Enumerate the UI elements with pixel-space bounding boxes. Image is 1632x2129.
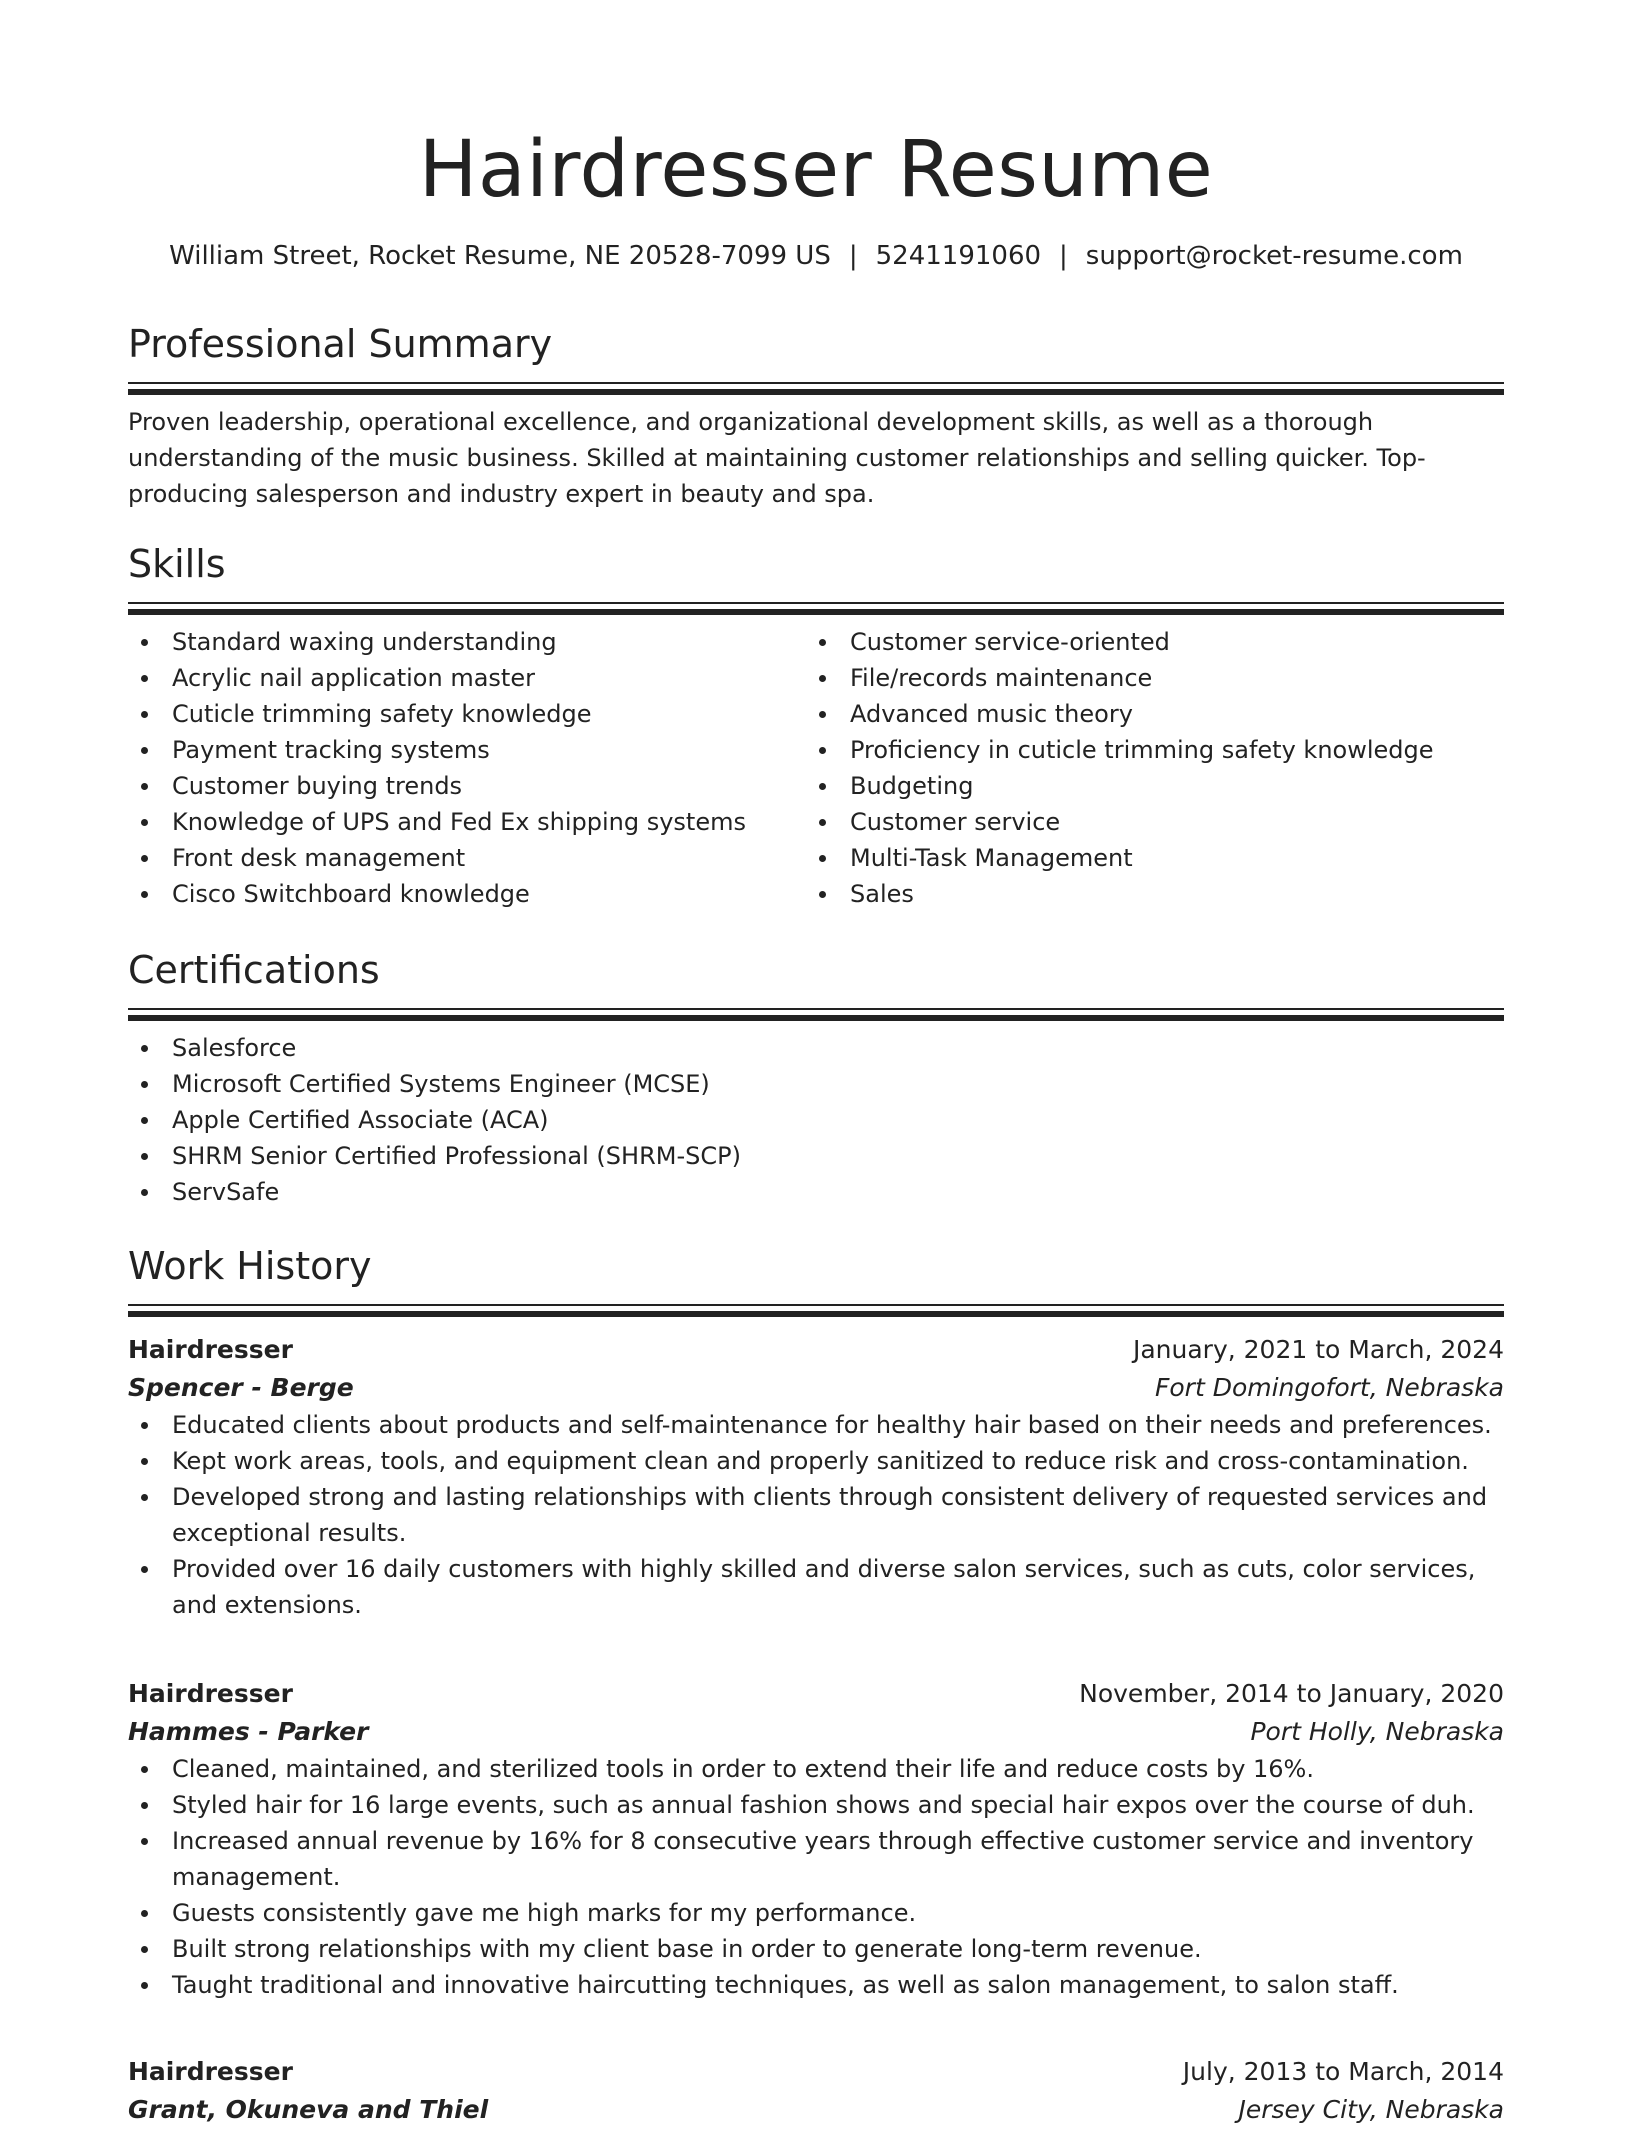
job-bullet: Provided over 16 daily customers with highly skilled and diverse salon services, such as cuts, color services, and extensions. xyxy=(128,1551,1504,1623)
job-bullet: Taught traditional and innovative haircutting techniques, as well as salon management, to salon staff. xyxy=(128,1967,1504,2003)
section-divider xyxy=(128,382,1504,384)
certifications-list xyxy=(128,1030,1504,1210)
job-location: Port Holly, Nebraska xyxy=(1250,1717,1504,1746)
job-title: Hairdresser xyxy=(128,1679,293,1708)
contact-separator: | xyxy=(1059,241,1068,271)
skill-item: Cuticle trimming safety knowledge xyxy=(128,696,806,732)
skill-item: Front desk management xyxy=(128,840,806,876)
job-subheader-row xyxy=(128,1369,1504,1407)
contact-email: support@rocket-resume.com xyxy=(1085,241,1463,271)
section-heading-summary: Professional Summary xyxy=(128,322,553,366)
job-bullet: Educated clients about products and self-maintenance for healthy hair based on their needs and preferences. xyxy=(128,1407,1504,1443)
job-entry xyxy=(128,1331,1504,1623)
job-bullets xyxy=(128,1407,1504,1623)
job-bullet: Cleaned, maintained, and sterilized tools in order to extend their life and reduce costs by 16%. xyxy=(128,1751,1504,1787)
job-bullet: Guests consistently gave me high marks for my performance. xyxy=(128,1895,1504,1931)
job-company: Grant, Okuneva and Thiel xyxy=(128,2095,489,2124)
job-bullets xyxy=(128,1751,1504,2003)
skill-item: Sales xyxy=(806,876,1484,912)
contact-phone: 5241191060 xyxy=(875,241,1042,271)
certification-item: Microsoft Certified Systems Engineer (MCSE) xyxy=(128,1066,1504,1102)
skill-item: Knowledge of UPS and Fed Ex shipping systems xyxy=(128,804,806,840)
section-heading-skills: Skills xyxy=(128,542,226,586)
summary-section xyxy=(128,318,1504,512)
skill-item: File/records maintenance xyxy=(806,660,1484,696)
job-entry xyxy=(128,2053,1504,2129)
work-history-section xyxy=(128,1240,1504,1306)
job-subheader-row xyxy=(128,1713,1504,1751)
skill-item: Advanced music theory xyxy=(806,696,1484,732)
job-dates: November, 2014 to January, 2020 xyxy=(1079,1679,1504,1708)
job-subheader-row xyxy=(128,2091,1504,2129)
certification-item: ServSafe xyxy=(128,1174,1504,1210)
job-dates: July, 2013 to March, 2014 xyxy=(1182,2057,1504,2086)
job-bullet: Styled hair for 16 large events, such as annual fashion shows and special hair expos over the course of duh. xyxy=(128,1787,1504,1823)
skills-list-right xyxy=(806,624,1484,912)
job-header-row xyxy=(128,1331,1504,1369)
job-bullet: Kept work areas, tools, and equipment clean and properly sanitized to reduce risk and cross-contamination. xyxy=(128,1443,1504,1479)
section-divider xyxy=(128,602,1504,604)
page-title: Hairdresser Resume xyxy=(418,125,1214,215)
skill-item: Standard waxing understanding xyxy=(128,624,806,660)
skill-item: Customer service xyxy=(806,804,1484,840)
section-divider xyxy=(128,1008,1504,1010)
section-heading-work-history: Work History xyxy=(128,1244,372,1288)
skill-item: Customer buying trends xyxy=(128,768,806,804)
certification-item: SHRM Senior Certified Professional (SHRM-SCP) xyxy=(128,1138,1504,1174)
skill-item: Multi-Task Management xyxy=(806,840,1484,876)
contact-line xyxy=(128,238,1504,274)
certifications-section xyxy=(128,944,1504,1210)
certification-item: Salesforce xyxy=(128,1030,1504,1066)
job-header-row xyxy=(128,1675,1504,1713)
job-dates: January, 2021 to March, 2024 xyxy=(1132,1335,1504,1364)
job-header-row xyxy=(128,2053,1504,2091)
job-company: Hammes - Parker xyxy=(128,1717,369,1746)
contact-address: William Street, Rocket Resume, NE 20528-7099 US xyxy=(169,241,831,271)
skills-columns xyxy=(128,624,1504,912)
skills-list-left xyxy=(128,624,806,912)
skill-item: Cisco Switchboard knowledge xyxy=(128,876,806,912)
skills-section xyxy=(128,538,1504,912)
job-title: Hairdresser xyxy=(128,1335,293,1364)
job-title: Hairdresser xyxy=(128,2057,293,2086)
skill-item: Payment tracking systems xyxy=(128,732,806,768)
contact-separator: | xyxy=(848,241,858,271)
skill-item: Budgeting xyxy=(806,768,1484,804)
job-location: Jersey City, Nebraska xyxy=(1238,2095,1504,2124)
job-bullet: Increased annual revenue by 16% for 8 consecutive years through effective customer service and inventory management. xyxy=(128,1823,1504,1895)
skill-item: Acrylic nail application master xyxy=(128,660,806,696)
job-entry xyxy=(128,1675,1504,2003)
job-bullet: Developed strong and lasting relationships with clients through consistent delivery of requested services and exceptional results. xyxy=(128,1479,1504,1551)
job-bullet: Built strong relationships with my client base in order to generate long-term revenue. xyxy=(128,1931,1504,1967)
skill-item: Proficiency in cuticle trimming safety knowledge xyxy=(806,732,1484,768)
section-divider xyxy=(128,1304,1504,1306)
section-heading-certifications: Certifications xyxy=(128,948,380,992)
skill-item: Customer service-oriented xyxy=(806,624,1484,660)
job-company: Spencer - Berge xyxy=(128,1373,354,1402)
summary-text: Proven leadership, operational excellence, and organizational development skills, as well as a thorough understanding of the music business. Skilled at maintaining customer relationships and selling quicker. Top-producing salesperson and industry expert in beauty and spa. xyxy=(128,408,1426,508)
job-location: Fort Domingofort, Nebraska xyxy=(1155,1373,1504,1402)
certification-item: Apple Certified Associate (ACA) xyxy=(128,1102,1504,1138)
